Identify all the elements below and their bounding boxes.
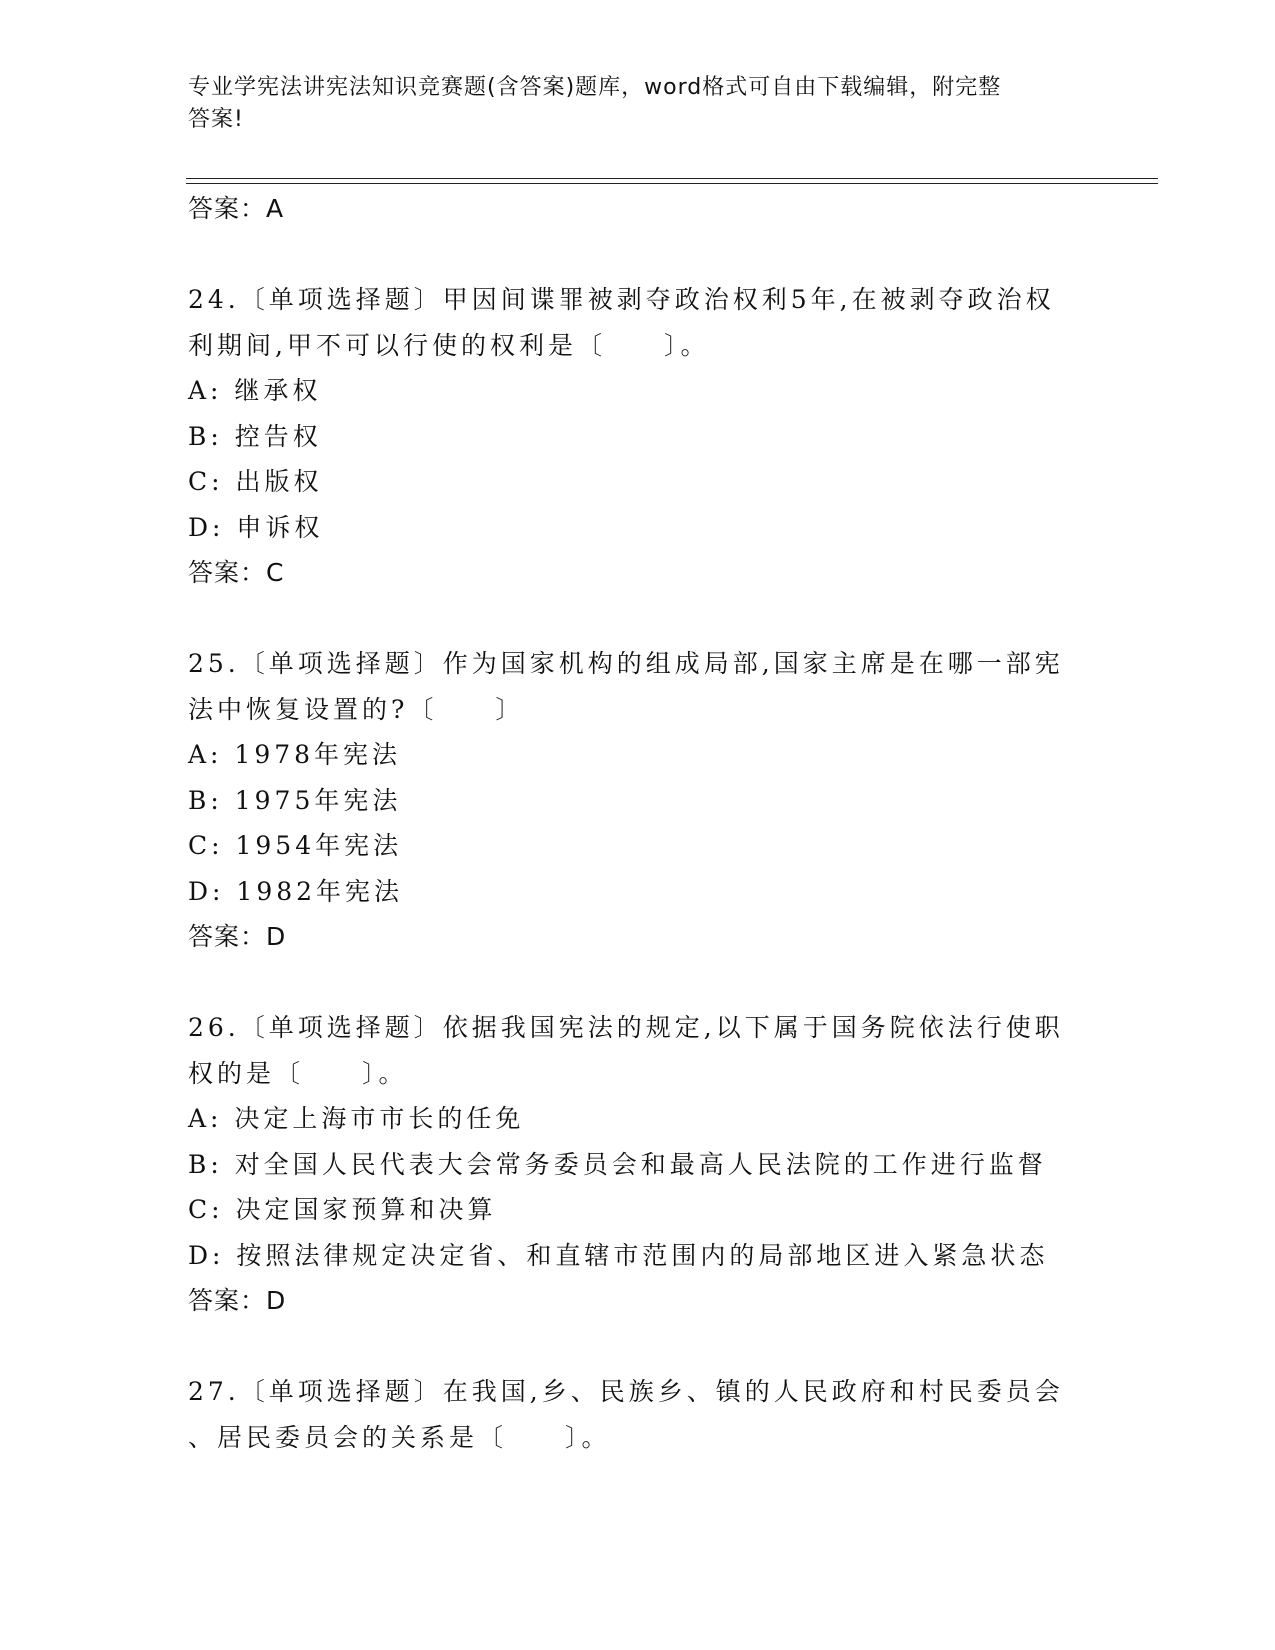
question-text: 、居民委员会的关系是〔 〕。 — [188, 1422, 611, 1452]
header-rule-top — [186, 178, 1158, 179]
document-body — [188, 186, 1088, 1460]
question-27 — [188, 1369, 1088, 1460]
question-text: 26.〔单项选择题〕依据我国宪法的规定,以下属于国务院依法行使职 — [188, 1013, 1064, 1042]
option-c: C: 出版权 — [188, 467, 323, 496]
document-header — [188, 72, 1068, 136]
answer-line: 答案：D — [188, 1286, 287, 1315]
answer-line: 答案：D — [188, 922, 287, 951]
option-b: B: 1975年宪法 — [188, 785, 402, 815]
question-text: 法中恢复设置的?〔 〕 — [188, 694, 525, 724]
question-text: 24.〔单项选择题〕甲因间谍罪被剥夺政治权利5年,在被剥夺政治权 — [188, 285, 1055, 314]
question-24 — [188, 277, 1088, 596]
question-text: 利期间,甲不可以行使的权利是〔 〕。 — [188, 330, 710, 360]
question-25 — [188, 641, 1088, 960]
option-b: B: 对全国人民代表大会常务委员会和最高人民法院的工作进行监督 — [188, 1149, 1047, 1179]
option-d: D: 按照法律规定决定省、和直辖市范围内的局部地区进入紧急状态 — [188, 1240, 1049, 1270]
question-text: 权的是〔 〕。 — [188, 1058, 408, 1088]
header-line-2: 答案! — [188, 107, 244, 132]
answer-line: 答案：C — [188, 558, 285, 587]
option-b: B: 控告权 — [188, 421, 322, 451]
answer-line: 答案：A — [188, 194, 285, 223]
option-a: A: 继承权 — [188, 376, 322, 405]
option-c: C: 决定国家预算和决算 — [188, 1195, 497, 1224]
question-text: 27.〔单项选择题〕在我国,乡、民族乡、镇的人民政府和村民委员会 — [188, 1377, 1064, 1406]
option-c: C: 1954年宪法 — [188, 831, 403, 860]
option-d: D: 1982年宪法 — [188, 876, 404, 906]
question-text: 25.〔单项选择题〕作为国家机构的组成局部,国家主席是在哪一部宪 — [188, 649, 1064, 678]
option-a: A: 决定上海市市长的任免 — [188, 1104, 525, 1133]
option-d: D: 申诉权 — [188, 512, 324, 542]
header-rule-bottom — [186, 183, 1158, 184]
question-26 — [188, 1005, 1088, 1324]
header-line-1: 专业学宪法讲宪法知识竞赛题(含答案)题库，word格式可自由下载编辑，附完整 — [188, 75, 1002, 100]
option-a: A: 1978年宪法 — [188, 740, 402, 769]
